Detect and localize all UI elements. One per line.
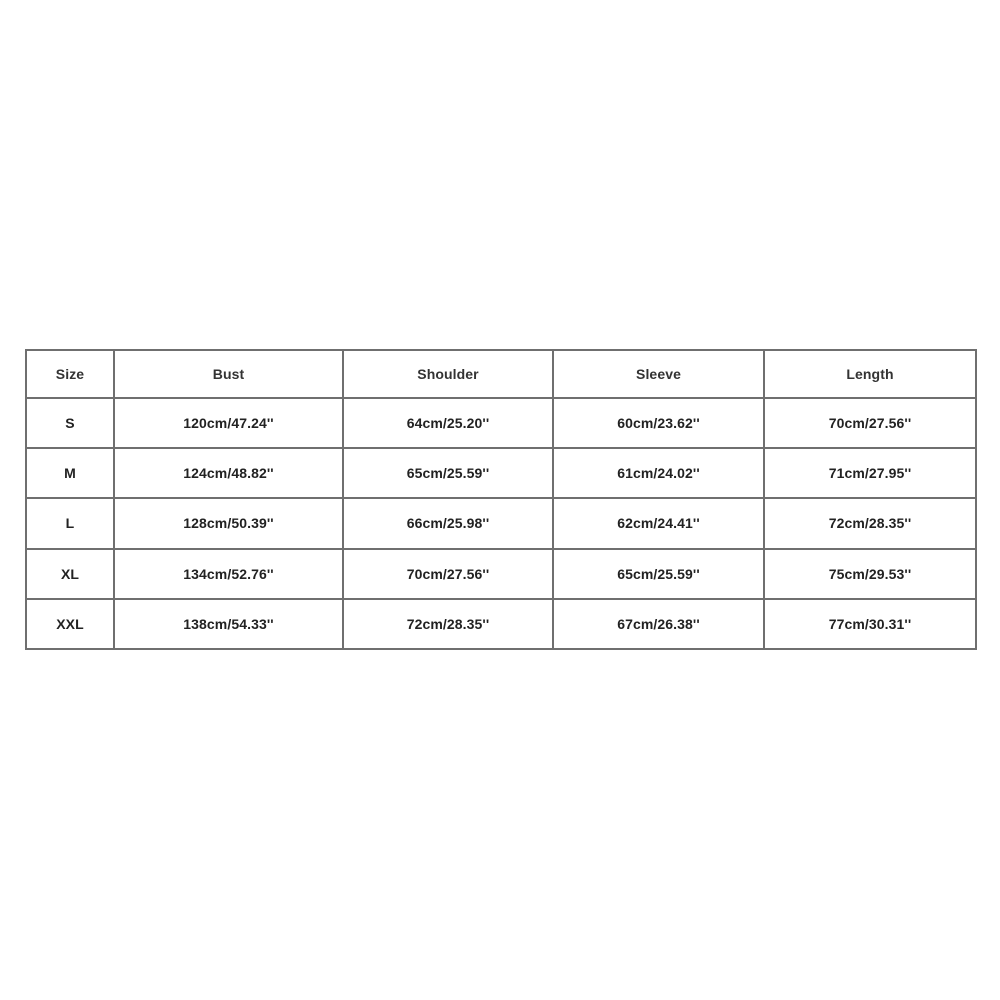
size-chart-table (25, 349, 977, 650)
cell-length: 75cm/29.53'' (764, 549, 976, 599)
cell-size: M (26, 448, 114, 498)
cell-length: 72cm/28.35'' (764, 498, 976, 548)
cell-sleeve: 60cm/23.62'' (553, 398, 764, 448)
cell-length: 70cm/27.56'' (764, 398, 976, 448)
table-header (26, 350, 976, 398)
table-row (26, 498, 976, 548)
header-sleeve: Sleeve (553, 350, 764, 398)
table-row (26, 448, 976, 498)
cell-size: XL (26, 549, 114, 599)
table-row (26, 599, 976, 649)
cell-shoulder: 72cm/28.35'' (343, 599, 553, 649)
cell-bust: 128cm/50.39'' (114, 498, 343, 548)
cell-bust: 124cm/48.82'' (114, 448, 343, 498)
cell-size: S (26, 398, 114, 448)
cell-shoulder: 70cm/27.56'' (343, 549, 553, 599)
cell-length: 77cm/30.31'' (764, 599, 976, 649)
cell-sleeve: 65cm/25.59'' (553, 549, 764, 599)
cell-bust: 120cm/47.24'' (114, 398, 343, 448)
cell-sleeve: 61cm/24.02'' (553, 448, 764, 498)
table-row (26, 549, 976, 599)
header-length: Length (764, 350, 976, 398)
cell-size: L (26, 498, 114, 548)
header-shoulder: Shoulder (343, 350, 553, 398)
cell-sleeve: 67cm/26.38'' (553, 599, 764, 649)
cell-length: 71cm/27.95'' (764, 448, 976, 498)
cell-size: XXL (26, 599, 114, 649)
cell-bust: 138cm/54.33'' (114, 599, 343, 649)
header-row (26, 350, 976, 398)
cell-sleeve: 62cm/24.41'' (553, 498, 764, 548)
table-body (26, 398, 976, 649)
header-size: Size (26, 350, 114, 398)
cell-shoulder: 66cm/25.98'' (343, 498, 553, 548)
header-bust: Bust (114, 350, 343, 398)
cell-shoulder: 64cm/25.20'' (343, 398, 553, 448)
cell-shoulder: 65cm/25.59'' (343, 448, 553, 498)
table-row (26, 398, 976, 448)
cell-bust: 134cm/52.76'' (114, 549, 343, 599)
